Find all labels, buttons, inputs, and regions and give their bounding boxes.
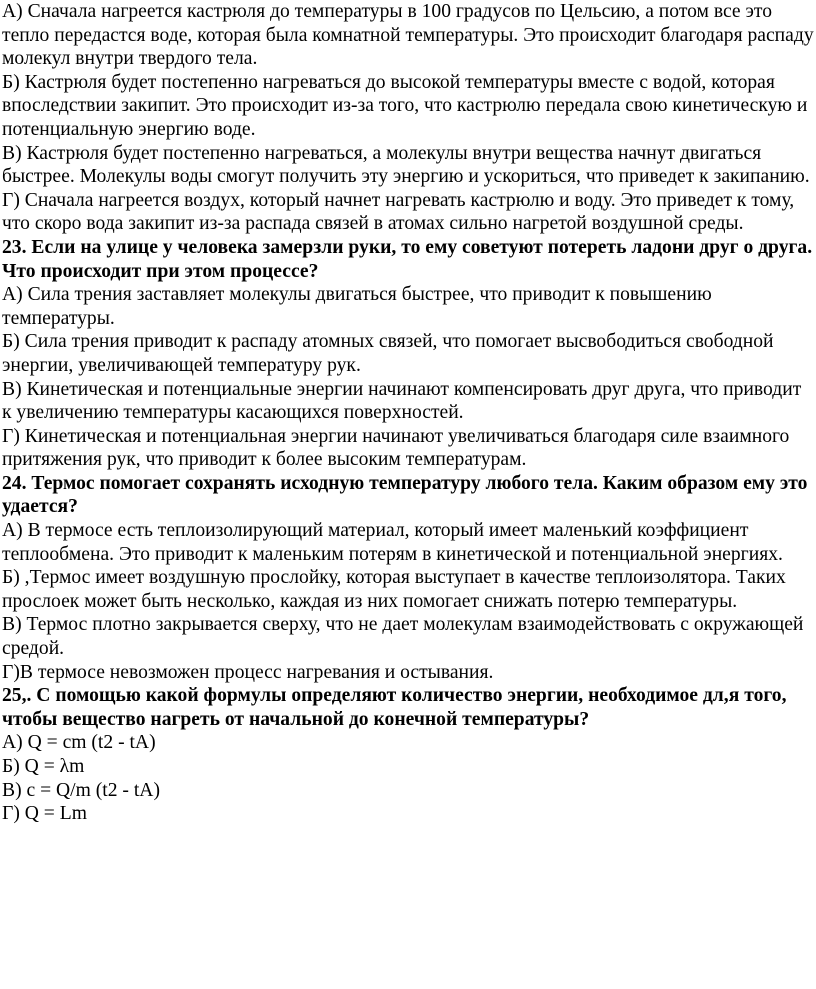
q23-answer-b: Б) Сила трения приводит к распаду атомных связей, что помогает высвободиться свободной энергии, увеличивающей температуру рук. bbox=[2, 331, 774, 376]
q22-answer-b: Б) Кастрюля будет постепенно нагреваться до высокой температуры вместе с водой, которая впоследствии закипит. Это происходит из-за того, что кастрюлю передала свою кинетическую и потенциальную энергию воде. bbox=[2, 71, 808, 140]
q24-answer-d: Г)В термосе невозможен процесс нагревания и остывания. bbox=[2, 661, 494, 683]
q24-answer-a: А) В термосе есть теплоизолирующий материал, который имеет маленький коэффициент теплообмена. Это приводит к маленьким потерям в кинетической и потенциальной энергиях. bbox=[2, 520, 783, 565]
q23-answer-c: В) Кинетическая и потенциальные энергии начинают компенсировать друг друга, что приводит к увеличению температуры касающихся поверхностей. bbox=[2, 378, 802, 424]
q22-answer-c: В) Кастрюля будет постепенно нагреваться, а молекулы внутри вещества начнут двигаться быстрее. Молекулы воды смогут получить эту энергию и ускориться, что приведет к закипанию. bbox=[2, 142, 810, 188]
q25-answer-d: Г) Q = Lm bbox=[2, 803, 87, 825]
q24-answer-c: В) Термос плотно закрывается сверху, что не дает молекулам взаимодействовать с окружающей средой. bbox=[2, 614, 804, 660]
document-page bbox=[2, 0, 814, 826]
q25-answer-b: Б) Q = λm bbox=[2, 756, 85, 777]
q25-answer-a: А) Q = cm (t2 - tA) bbox=[2, 732, 156, 754]
q25-question: 25,. С помощью какой формулы определяют количество энергии, необходимое дл,я того, чтобы вещество нагреть от начальной до конечной температуры? bbox=[2, 685, 787, 730]
q25-answer-c: В) c = Q/m (t2 - tA) bbox=[2, 779, 160, 801]
q23-answer-d: Г) Кинетическая и потенциальная энергии начинают увеличиваться благодаря силе взаимного притяжения рук, что приводит к более высоким температурам. bbox=[2, 425, 790, 471]
q23-answer-a: А) Сила трения заставляет молекулы двигаться быстрее, что приводит к повышению температуры. bbox=[2, 284, 712, 329]
q24-answer-b: Б) ,Термос имеет воздушную прослойку, которая выступает в качестве теплоизолятора. Таких прослоек может быть несколько, каждая из них помогает снижать потерю температуры. bbox=[2, 567, 786, 612]
q22-answer-d: Г) Сначала нагреется воздух, который начнет нагревать кастрюлю и воду. Это приведет к тому, что скоро вода закипит из-за распада связей в атомах сильно нагретой воздушной среды. bbox=[2, 189, 795, 235]
q23-question: 23. Если на улице у человека замерзли руки, то ему советуют потереть ладони друг о друга. Что происходит при этом процессе? bbox=[2, 236, 813, 282]
q22-answer-a: А) Сначала нагреется кастрюля до температуры в 100 градусов по Цельсию, а потом все это тепло передастся воде, которая была комнатной температуры. Это происходит благодаря распаду молекул внутри твердого тела. bbox=[2, 1, 814, 70]
q24-question: 24. Термос помогает сохранять исходную температуру любого тела. Каким образом ему это удается? bbox=[2, 472, 808, 518]
